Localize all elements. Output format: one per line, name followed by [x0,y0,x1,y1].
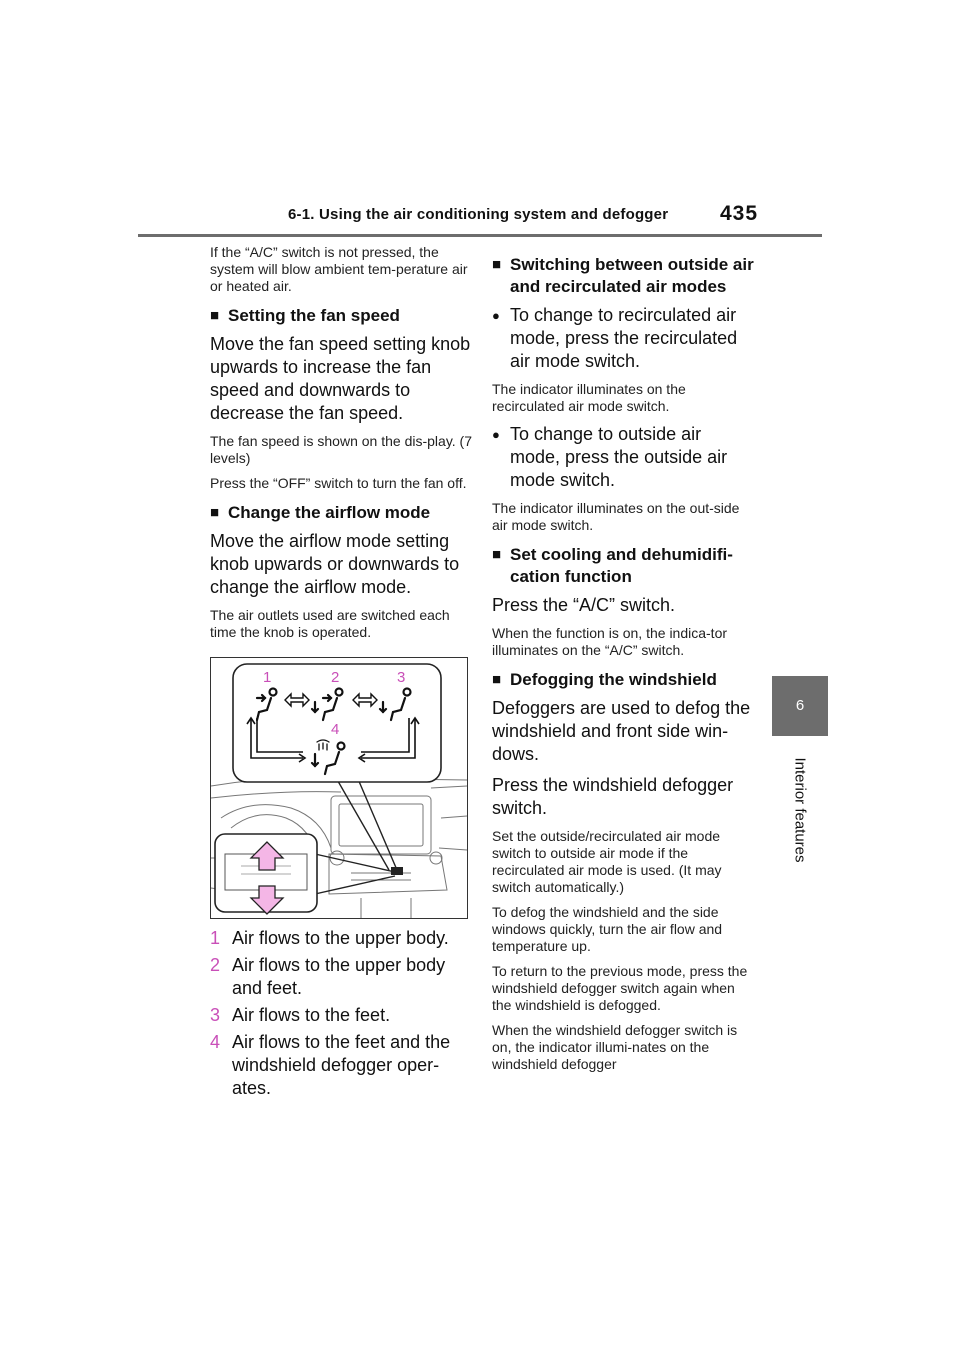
airflow-mode-figure [210,657,468,919]
cooling-heading [492,544,754,588]
mode-label-3: 3 [397,669,406,686]
defog-note-4: When the windshield defogger switch is on, the indicator illumi-nates on the windshield defogger [492,1022,738,1072]
square-bullet-icon: ■ [492,671,502,688]
defog-note-2: To defog the windshield and the side windows quickly, turn the air flow and temperature up. [492,904,723,954]
square-bullet-icon: ■ [210,504,220,521]
airflow-mode-list [210,927,472,1100]
heading-text: Set cooling and dehumidifi-cation function [510,545,733,586]
bullet-text: To change to recirculated air mode, press the recirculated air mode switch. [510,305,738,371]
chapter-label: Interior features [791,757,809,863]
airflow-diagram [211,658,467,918]
recirculation-heading [492,254,754,298]
list-item [210,1004,472,1027]
airflow-heading [210,502,472,524]
header-divider [138,234,822,237]
heading-text: Setting the fan speed [228,306,400,325]
section-title: 6-1. Using the air conditioning system and defogger [288,206,669,223]
defog-note-3: To return to the previous mode, press the windshield defogger switch again when the windshield is defogged. [492,963,748,1013]
heading-text: Defogging the windshield [510,670,717,689]
mode-label-1: 1 [263,669,272,686]
list-item [210,927,472,950]
list-item [210,1031,472,1100]
page-number: 435 [720,202,759,225]
fan-speed-note: The fan speed is shown on the dis-play. (7 levels) [210,433,473,466]
defog-text: Defoggers are used to defog the windshield and front side win-dows. [492,698,751,764]
item-text: Air flows to the feet. [232,1005,391,1025]
item-text: Air flows to the feet and the windshield defogger oper-ates. [232,1032,451,1098]
recirc-note: The indicator illuminates on the recirculated air mode switch. [492,381,686,414]
right-column [492,244,754,1081]
item-number: 1 [210,928,221,948]
item-text: Air flows to the upper body. [232,928,449,948]
cooling-note: When the function is on, the indica-tor illuminates on the “A/C” switch. [492,625,728,658]
defog-switch-text: Press the windshield defogger switch. [492,775,734,818]
square-bullet-icon: ■ [492,256,502,273]
square-bullet-icon: ■ [492,546,502,563]
intro-note: If the “A/C” switch is not pressed, the system will blow ambient tem-perature air or heated air. [210,244,468,294]
airflow-note: The air outlets used are switched each time the knob is operated. [210,607,450,640]
heading-text: Switching between outside air and recirculated air modes [510,255,754,296]
bullet-text: To change to outside air mode, press the outside air mode switch. [510,424,728,490]
mode-label-2: 2 [331,669,340,686]
heading-text: Change the airflow mode [228,503,431,522]
outside-air-note: The indicator illuminates on the out-side air mode switch. [492,500,740,533]
item-number: 4 [210,1032,221,1052]
airflow-knob-marker [391,867,403,875]
round-bullet-icon: ● [492,308,500,323]
mode-label-4: 4 [331,721,340,738]
fan-speed-heading [210,305,472,327]
chapter-tab: 6 [772,676,828,736]
item-number: 2 [210,955,221,975]
cooling-text: Press the “A/C” switch. [492,595,676,615]
defog-note-1: Set the outside/recirculated air mode switch to outside air mode if the recirculated air mode is used. (It may switch automatically.) [492,828,722,895]
airflow-text: Move the airflow mode setting knob upwards or downwards to change the airflow mode. [210,531,460,597]
outside-air-bullet [492,423,754,492]
item-text: Air flows to the upper body and feet. [232,955,446,998]
recirc-bullet [492,304,754,373]
item-number: 3 [210,1005,221,1025]
round-bullet-icon: ● [492,427,500,442]
fan-off-note: Press the “OFF” switch to turn the fan off. [210,475,467,491]
left-column [210,244,472,1104]
defog-heading [492,669,754,691]
fan-speed-text: Move the fan speed setting knob upwards to increase the fan speed and downwards to decrease the fan speed. [210,334,471,423]
list-item [210,954,472,1000]
square-bullet-icon: ■ [210,307,220,324]
